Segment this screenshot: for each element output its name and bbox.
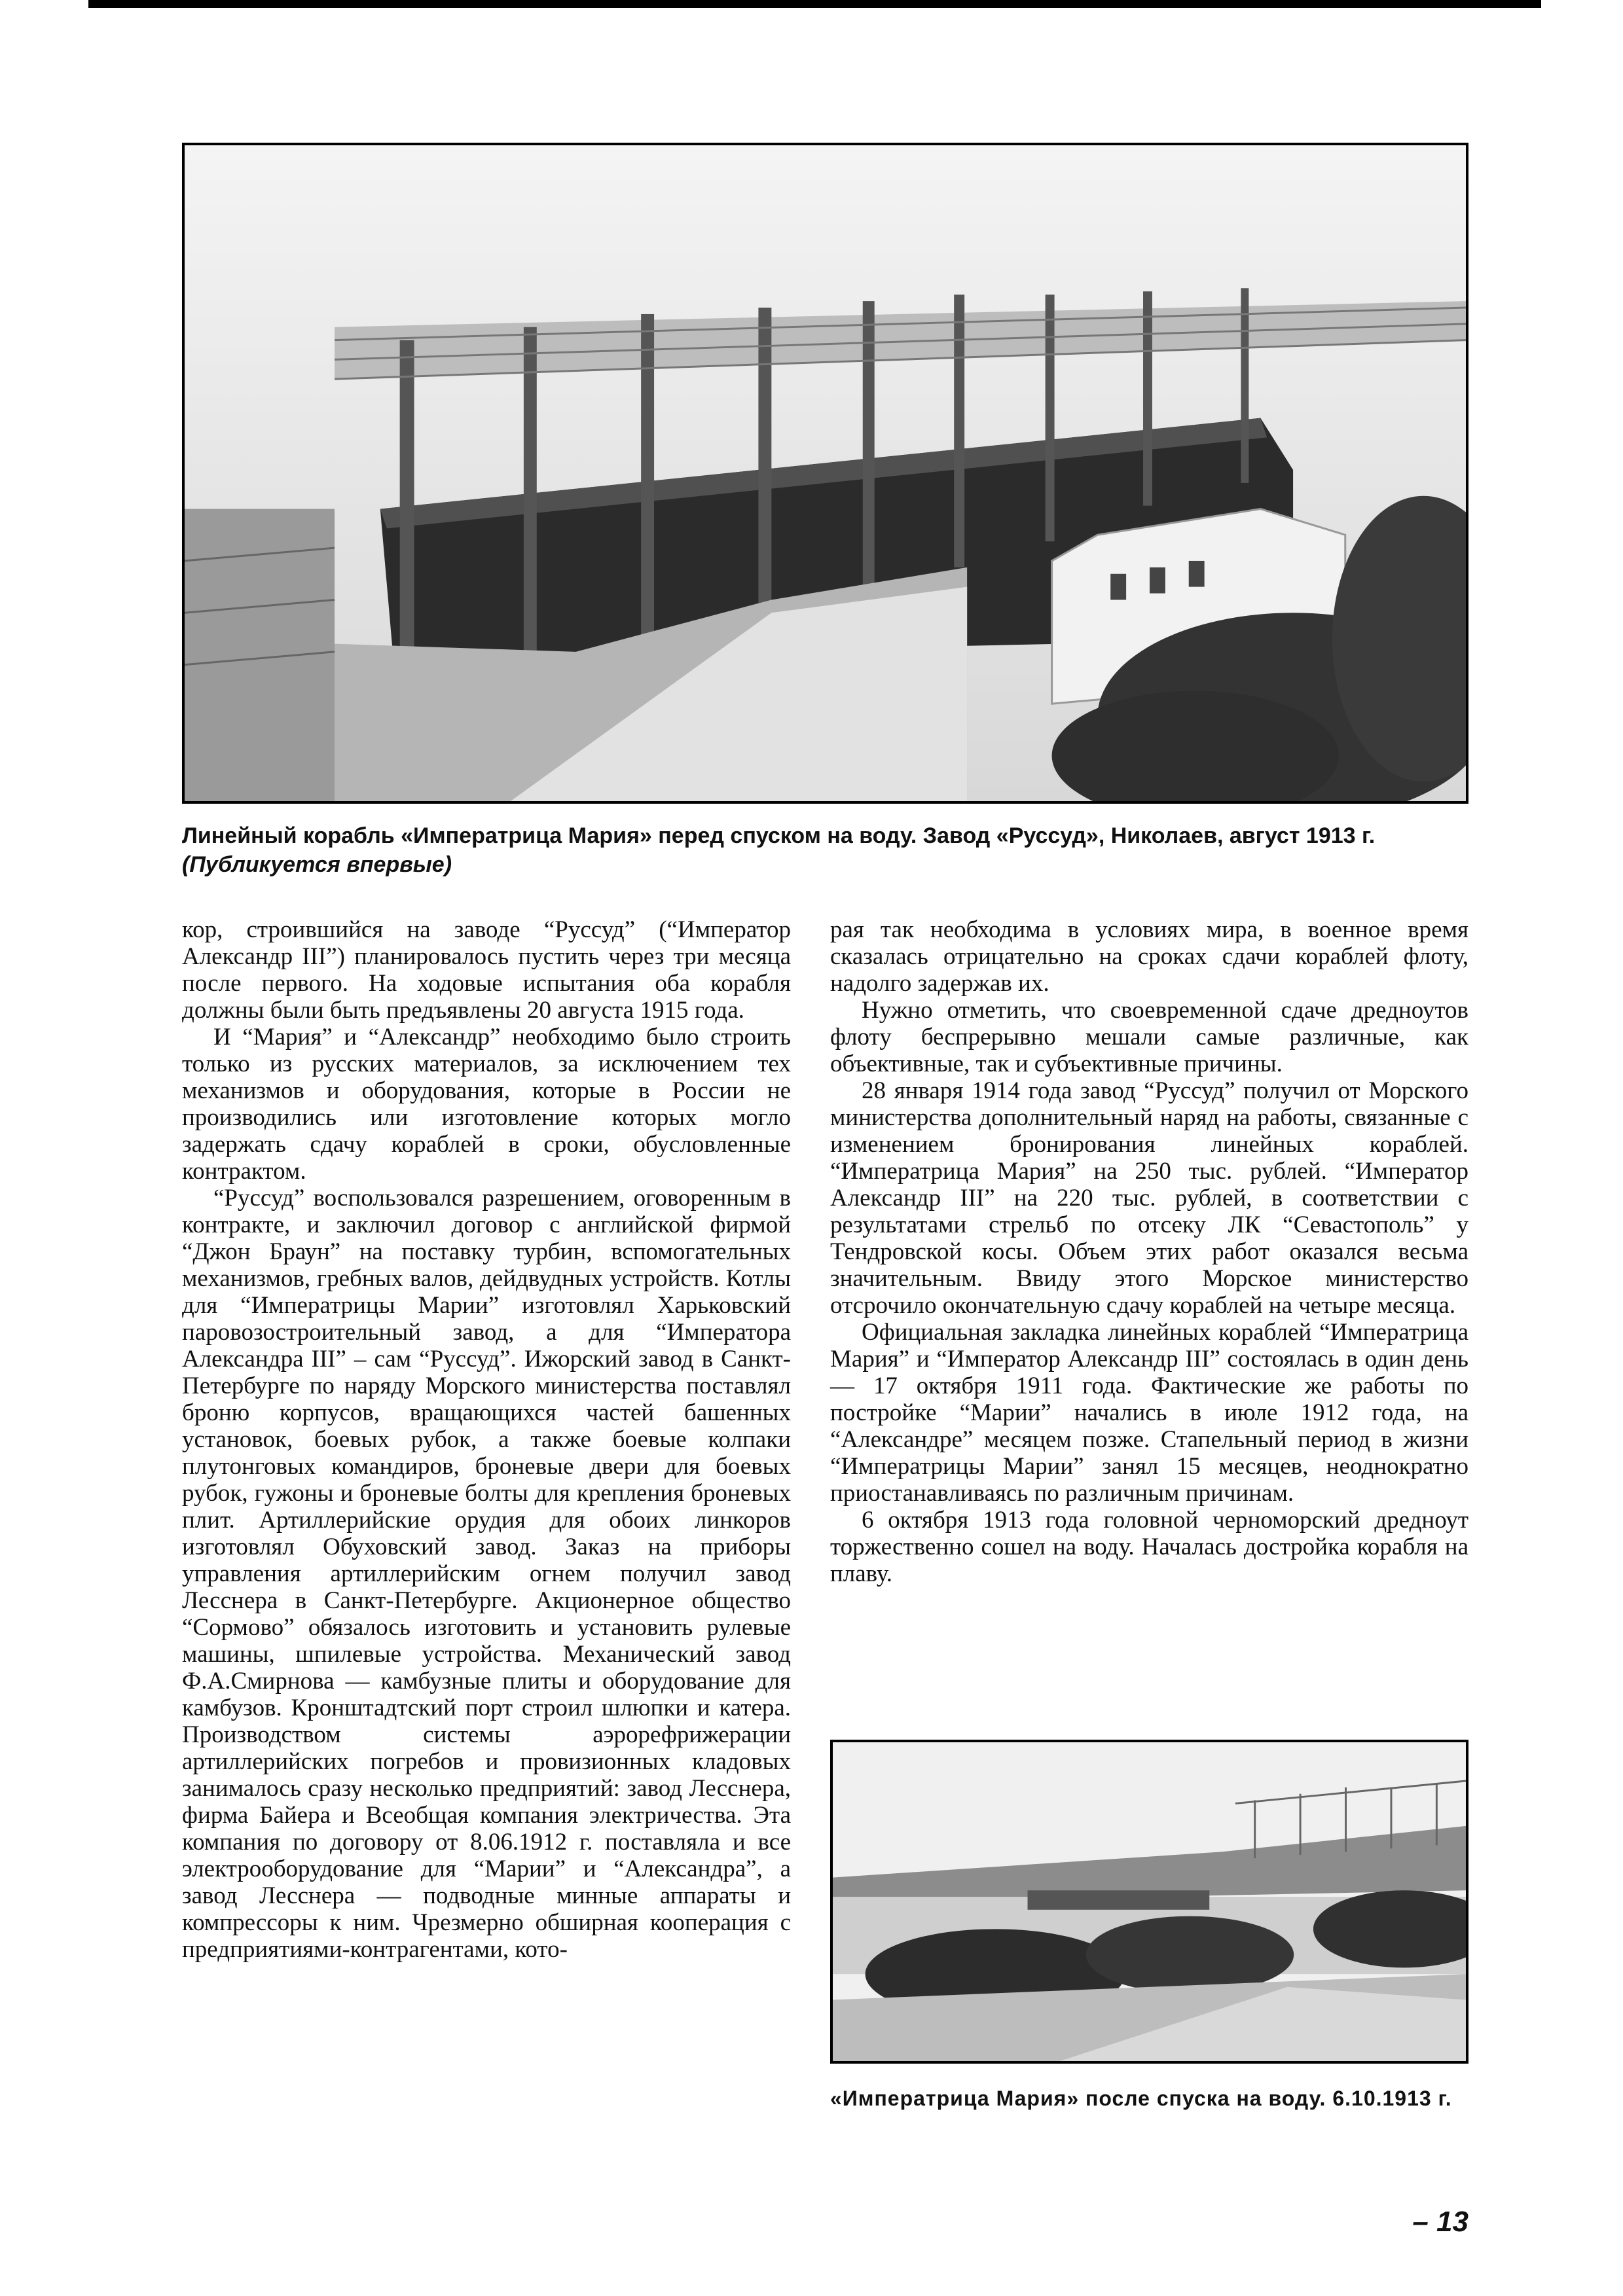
photo-ship-after-launch bbox=[830, 1740, 1468, 2064]
caption-subtitle: (Публикуется впервые) bbox=[182, 852, 452, 877]
text-column-right bbox=[830, 916, 1468, 1587]
page-number: – 13 bbox=[1412, 2206, 1468, 2238]
paragraph: И “Мария” и “Александр” необходимо было строить только из русских материалов, за исключением тех механизмов и оборудования, которые в России не производились или изготовление которых могло задержать сдачу кораблей в сроки, обусловленные контрактом. bbox=[182, 1024, 791, 1185]
photo-caption-top bbox=[182, 821, 1468, 879]
top-border bbox=[88, 0, 1541, 8]
paragraph: кор, строившийся на заводе “Руссуд” (“Император Александр III”) планировалось пустить через три месяца после первого. На ходовые испытания оба корабля должны были быть предъявлены 20 августа 1915 года. bbox=[182, 916, 791, 1024]
text-column-left bbox=[182, 916, 791, 1963]
photo-caption-bottom: «Императрица Мария» после спуска на воду. 6.10.1913 г. bbox=[830, 2087, 1452, 2110]
caption-main: Линейный корабль «Императрица Мария» перед спуском на воду. Завод «Руссуд», Николаев, август 1913 г. bbox=[182, 823, 1376, 848]
paragraph: рая так необходима в условиях мира, в военное время сказалась отрицательно на сроках сдачи кораблей флоту, надолго задержав их. bbox=[830, 916, 1468, 997]
paragraph: 28 января 1914 года завод “Руссуд” получил от Морского министерства дополнительный наряд на работы, связанные с изменением бронирования линейных кораблей. “Императрица Мария” на 250 тыс. рублей. “Император Александр III” на 220 тыс. рублей, в соответствии с результатами стрельб по отсеку ЛК “Севастополь” у Тендровской косы. Объем этих работ оказался весьма значительным. Ввиду этого Морское министерство отсрочило окончательную сдачу кораблей на четыре месяца. bbox=[830, 1077, 1468, 1319]
paragraph: “Руссуд” воспользовался разрешением, оговоренным в контракте, и заключил договор с английской фирмой “Джон Браун” на поставку турбин, вспомогательных механизмов, гребных валов, дейдвудных устройств. Котлы для “Императрицы Марии” изготовлял Харьковский паровозостроительный завод, а для “Императора Александра III” – сам “Руссуд”. Ижорский завод в Санкт-Петербурге по наряду Морского министерства поставлял броню корпусов, вращающихся частей башенных установок, боевых рубок, а также боевые колпаки плутонговых командиров, броневые двери для боевых рубок, гужоны и броневые болты для крепления броневых плит. Артиллерийские орудия для обоих линкоров изготовлял Обуховский завод. Заказ на приборы управления артиллерийским огнем получил завод Лесснера в Санкт-Петербурге. Акционерное общество “Сормово” обязалось изготовить и установить рулевые машины, шпилевые устройства. Механический завод Ф.А.Смирнова — камбузные плиты и оборудование для камбузов. Кронштадтский порт строил шлюпки и катера. Производством системы аэрорефрижерации артиллерийских погребов и провизионных кладовых занималось сразу несколько предприятий: завод Лесснера, фирма Байера и Всеобщая компания электричества. Эта компания по договору от 8.06.1912 г. поставляла и все электрооборудование для “Марии” и “Александра”, а завод Лесснера — подводные минные аппараты и компрессоры к ним. Чрезмерно обширная кооперация с предприятиями-контрагентами, кото- bbox=[182, 1185, 791, 1963]
photo-ship-on-slipway bbox=[182, 143, 1468, 804]
paragraph: 6 октября 1913 года головной черноморский дредноут торжественно сошел на воду. Началась достройка корабля на плаву. bbox=[830, 1507, 1468, 1587]
paragraph: Официальная закладка линейных кораблей “Императрица Мария” и “Император Александр III” состоялась в один день — 17 октября 1911 года. Фактические же работы по постройке “Марии” начались в июле 1912 года, на “Александре” месяцем позже. Стапельный период в жизни “Императрицы Марии” занял 15 месяцев, неоднократно приостанавливаясь по различным причинам. bbox=[830, 1319, 1468, 1507]
paragraph: Нужно отметить, что своевременной сдаче дредноутов флоту беспрерывно мешали самые различные, как объективные, так и субъективные причины. bbox=[830, 997, 1468, 1077]
